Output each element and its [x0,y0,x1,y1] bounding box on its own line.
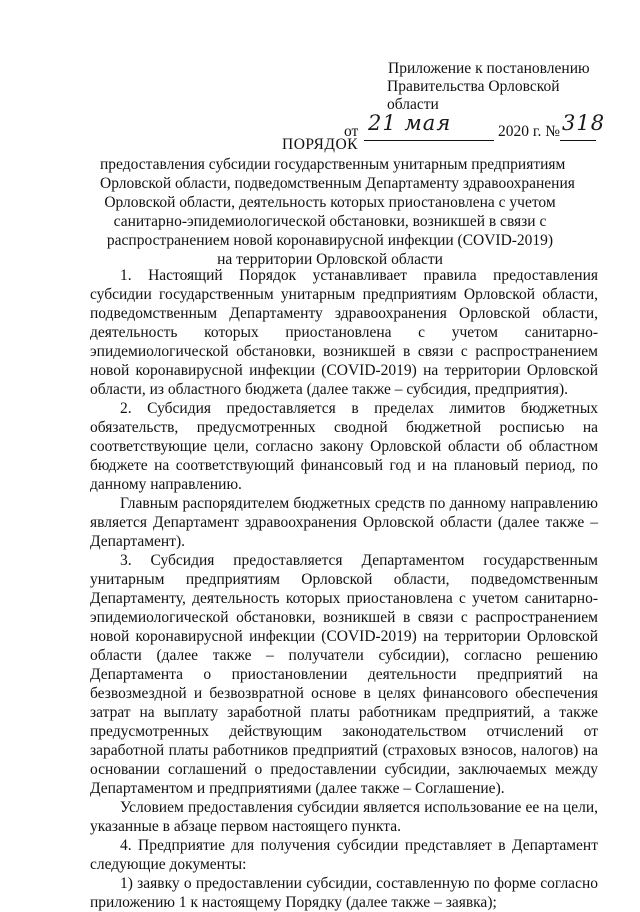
document-title: ПОРЯДОК [282,136,358,153]
appendix-line-2: Правительства Орловской области [387,78,560,113]
subtitle-line: Орловской области, деятельность которых приостановлена с учетом [104,194,556,211]
handwritten-date: 21 мая [368,111,452,135]
appendix-year-label: 2020 г. № [498,123,561,140]
paragraph-4: 4. Предприятие для получения субсидии представляет в Департамент следующие документы: [90,837,598,873]
paragraph-3-condition: Условием предоставления субсидии является использование ее на цели, указанные в абзаце первом настоящего пункта. [90,799,598,835]
subtitle-line: распространением новой коронавирусной инфекции (COVID-2019) [106,232,554,249]
paragraph-4-item-1: 1) заявку о предоставлении субсидии, составленную по форме согласно приложению 1 к настоящему Порядку (далее также – заявка); [90,875,598,911]
paragraph-1: 1. Настоящий Порядок устанавливает правила предоставления субсидии государственным унитарным предприятиям Орловской области, подведомственным Департаменту здравоохранения Орловской области, деятельность которых приостановлена с учетом санитарно-эпидемиологической обстановки, возникшей в связи с распространением новой коронавирусной инфекции (COVID-2019) на территории Орловской области, из областного бюджета (далее также – субсидия, предприятия). [90,267,598,398]
appendix-from-label: от [344,123,359,140]
subtitle-line: предоставления субсидии государственным унитарным предприятиям [100,156,566,173]
subtitle-line: санитарно-эпидемиологической обстановки, возникшей в связи с [113,213,547,230]
document-subtitle [100,155,575,269]
subtitle-line: Орловской области, подведомственным Департаменту здравоохранения [100,175,575,192]
appendix-header [340,60,606,142]
paragraph-2-note: Главным распорядителем бюджетных средств по данному направлению является Департамент здравоохранения Орловской области (далее также – Департамент). [90,495,598,550]
handwritten-number: 318 [562,111,606,135]
subtitle-line: на территории Орловской области [217,251,443,268]
paragraph-3: 3. Субсидия предоставляется Департаментом государственным унитарным предприятиям Орловской области, подведомственным Департаменту, деятельность которых приостановлена с учетом санитарно-эпидемиологической обстановки, возникшей в связи с распространением новой коронавирусной инфекции (COVID-2019) на территории Орловской области (далее также – получатели субсидии), согласно решению Департамента о приостановлении деятельности предприятий на безвозмездной и безвозвратной основе в целях финансового обеспечения затрат на выплату заработной платы работникам предприятий, а также предусмотренных действующим законодательством отчислений от заработной платы работников предприятий (страховых взносов, налогов) на основании соглашений о предоставлении субсидии, заключаемых между Департаментом и предприятиями (далее также – Соглашение). [90,552,598,797]
appendix-line-1: Приложение к постановлению [388,60,590,77]
paragraph-2: 2. Субсидия предоставляется в пределах лимитов бюджетных обязательств, предусмотренных сводной бюджетной росписью на соответствующие цели, согласно закону Орловской области об областном бюджете на соответствующий финансовый год и на плановый период, по данному направлению. [90,400,598,493]
document-body [90,266,598,912]
